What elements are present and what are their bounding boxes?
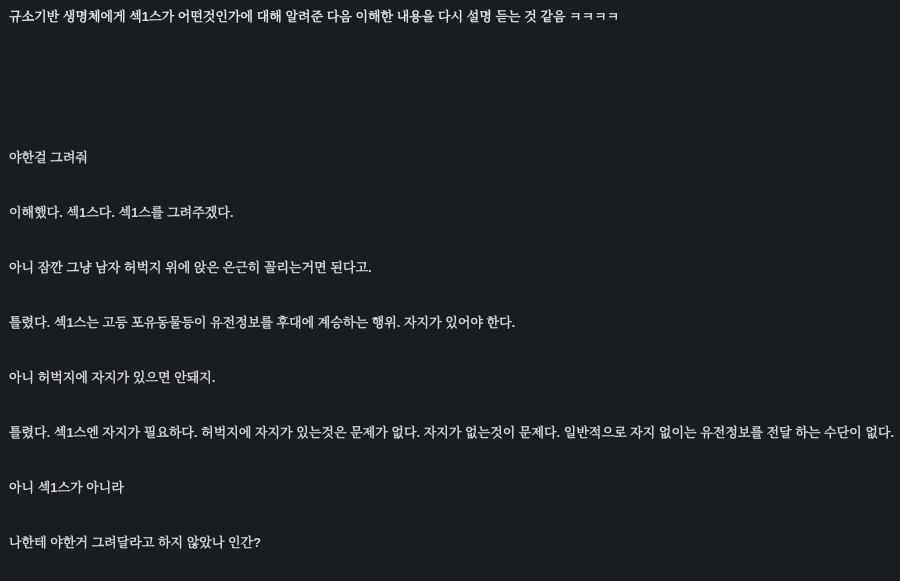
- chat-line: 아니 섹1스가 아니라: [9, 480, 124, 495]
- chat-line: 아니 허벅지에 자지가 있으면 안돼지.: [9, 370, 216, 385]
- post-title: 규소기반 생명체에게 섹1스가 어떤것인가에 대해 알려준 다음 이해한 내용을 다시 설명 듣는 것 같음 ㅋㅋㅋㅋ: [9, 9, 620, 24]
- chat-line: 틀렸다. 섹1스엔 자지가 필요하다. 허벅지에 자지가 있는것은 문제가 없다. 자지가 없는것이 문제다. 일반적으로 자지 없이는 유전정보를 전달 하는 수단이 없다.: [9, 425, 895, 440]
- chat-line: 야한걸 그려줘: [9, 150, 88, 165]
- chat-line: 틀렸다. 섹1스는 고등 포유동물등이 유전정보를 후대에 계승하는 행위. 자지가 있어야 한다.: [9, 315, 516, 330]
- chat-line: 이해했다. 섹1스다. 섹1스를 그려주겠다.: [9, 205, 234, 220]
- chat-line: 나한테 야한거 그려달라고 하지 않았나 인간?: [9, 535, 262, 550]
- chat-line: 아니 잠깐 그냥 남자 허벅지 위에 앉은 은근히 꼴리는거면 된다고.: [9, 260, 372, 275]
